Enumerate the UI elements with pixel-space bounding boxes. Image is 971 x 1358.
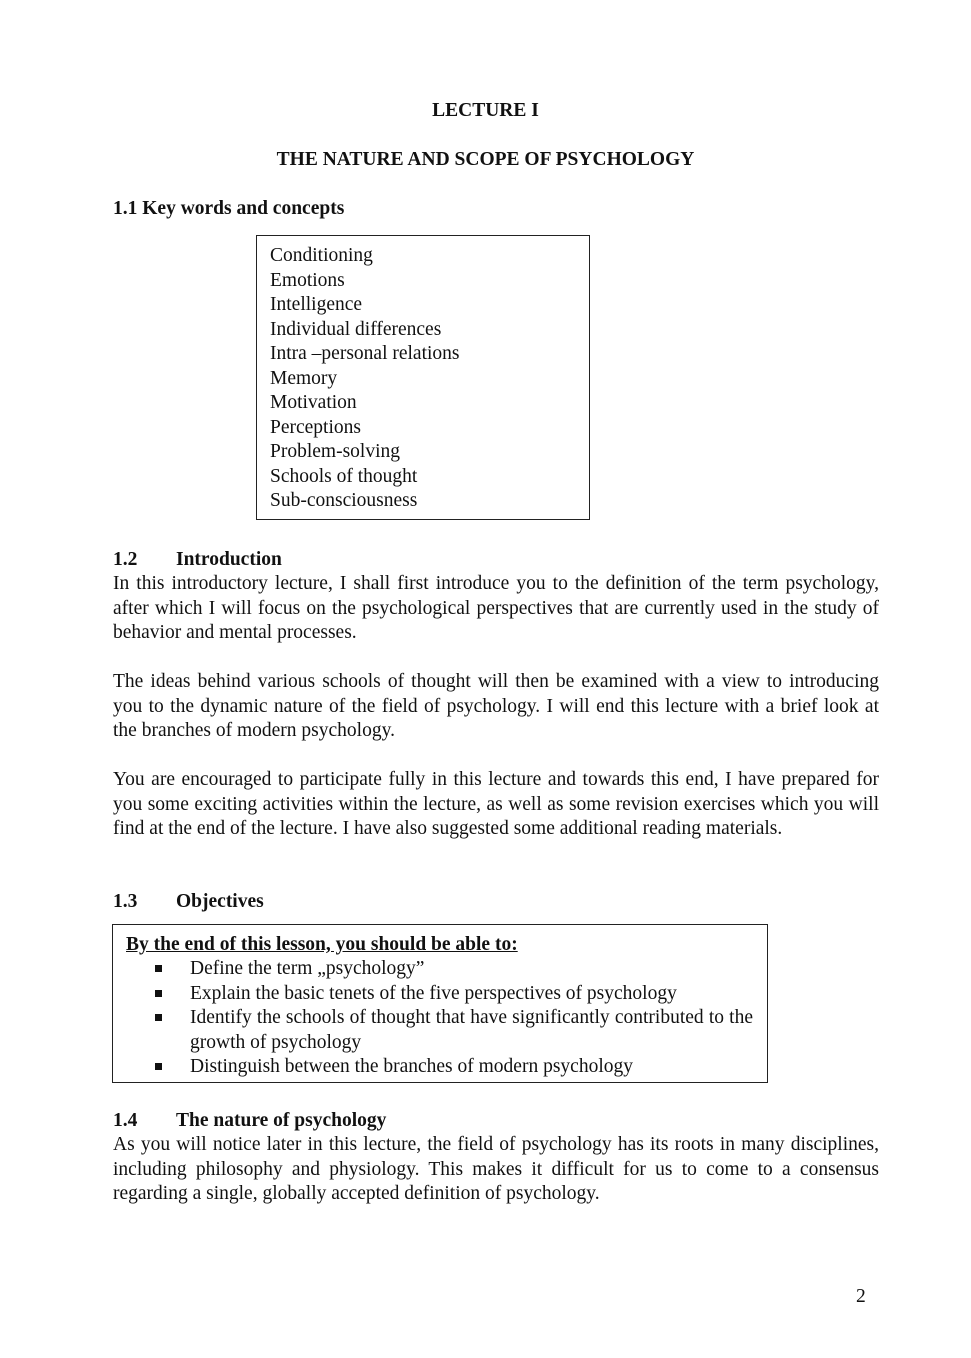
- section-1-3-number: 1.3: [113, 891, 138, 912]
- key-word-item: Sub-consciousness: [270, 490, 418, 511]
- key-word-item: Intelligence: [270, 294, 363, 315]
- key-word-item: Conditioning: [270, 245, 373, 266]
- objectives-box: [112, 924, 768, 1083]
- key-word-item: Schools of thought: [270, 465, 418, 487]
- intro-paragraph-1: In this introductory lecture, I shall first introduce you to the definition of the term psychology, after which I will focus on the psychological perspectives that are currently used in the study of behavior and mental processes.: [113, 573, 879, 643]
- key-word-item: Problem-solving: [270, 441, 400, 462]
- key-word-item: Motivation: [270, 392, 357, 413]
- key-words-box: [256, 235, 590, 520]
- key-word-item: Perceptions: [270, 416, 361, 438]
- key-word-item: Intra –personal relations: [270, 343, 460, 364]
- section-1-2-number: 1.2: [113, 549, 138, 570]
- intro-paragraph-3: You are encouraged to participate fully in this lecture and towards this end, I have prepared for you some exciting activities within the lecture, as well as some revision exercises which you will find at the end of the lecture. I have also suggested some additional reading materials.: [113, 769, 879, 839]
- objective-item: Define the term „psychology”: [153, 957, 753, 982]
- page-number: 2: [856, 1286, 866, 1307]
- section-1-1-heading: 1.1 Key words and concepts: [113, 198, 345, 219]
- section-1-4-number: 1.4: [113, 1110, 138, 1131]
- objective-item: Explain the basic tenets of the five perspectives of psychology: [153, 982, 753, 1007]
- objective-item: Identify the schools of thought that have significantly contributed to the growth of psychology: [153, 1006, 753, 1055]
- section-1-3-title: Objectives: [176, 891, 264, 912]
- section-1-4-title: The nature of psychology: [176, 1110, 387, 1131]
- lecture-label: LECTURE I: [432, 100, 539, 121]
- nature-paragraph: As you will notice later in this lecture, the field of psychology has its roots in many disciplines, including philosophy and physiology. This makes it difficult for us to come to a consensus regarding a single, globally accepted definition of psychology.: [113, 1134, 879, 1204]
- objectives-heading: By the end of this lesson, you should be able to:: [126, 934, 518, 955]
- section-1-2-title: Introduction: [176, 549, 282, 570]
- key-words-list: [270, 244, 460, 514]
- intro-paragraph-2: The ideas behind various schools of thought will then be examined with a view to introducing you to the dynamic nature of the field of psychology. I will end this lecture with a brief look at the branches of modern psychology.: [113, 671, 879, 741]
- page-title: THE NATURE AND SCOPE OF PSYCHOLOGY: [276, 149, 695, 170]
- key-word-item: Memory: [270, 367, 338, 389]
- key-word-item: Individual differences: [270, 318, 442, 340]
- objective-item: Distinguish between the branches of modern psychology: [153, 1055, 753, 1080]
- objectives-list: [153, 957, 753, 1080]
- key-word-item: Emotions: [270, 269, 345, 291]
